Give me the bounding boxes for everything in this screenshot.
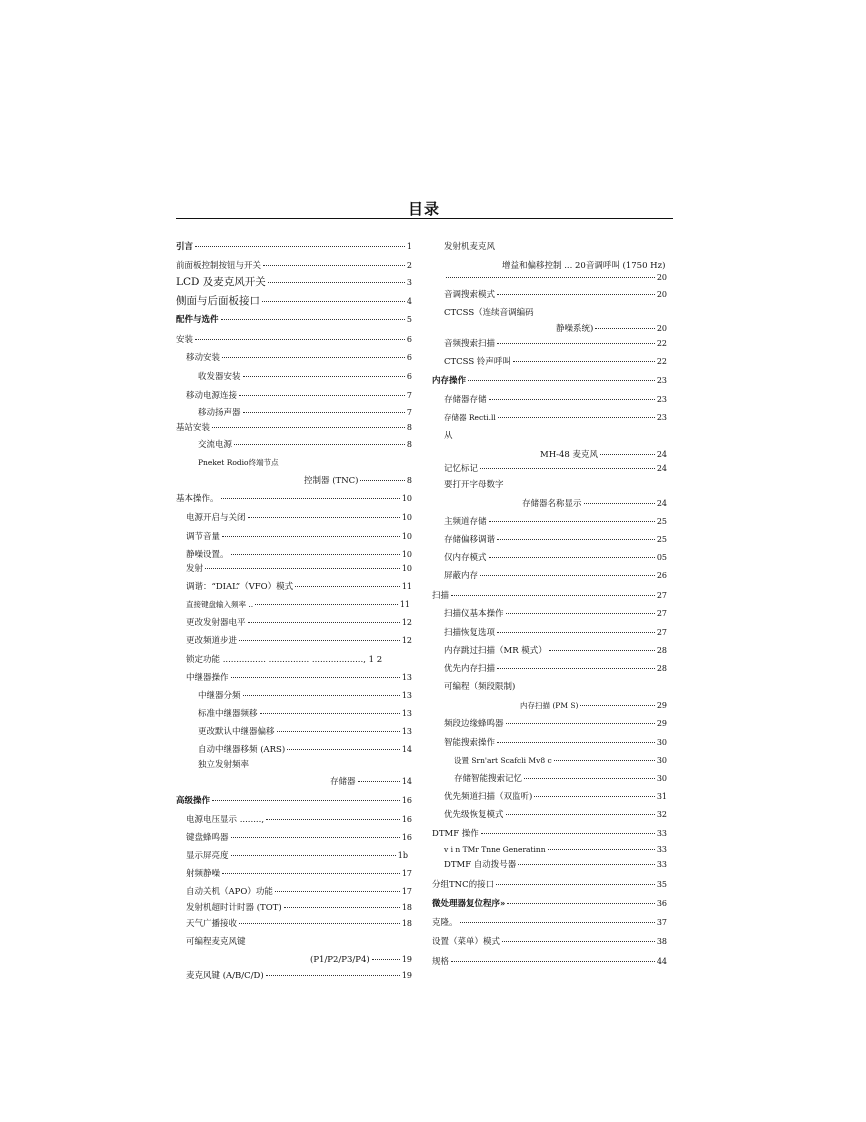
toc-page-number: 23 xyxy=(656,395,667,404)
toc-page-number: 18 xyxy=(401,903,412,912)
toc-entry-label: 存储器名称显示 xyxy=(522,499,582,509)
toc-entry xyxy=(444,306,534,320)
toc-entry-label: 天气广播接收 xyxy=(186,919,238,929)
toc-entry-label: v i n TMr Tnne Generatinn xyxy=(444,845,546,854)
toc-leader-dots xyxy=(489,399,655,400)
toc-page-number: 33 xyxy=(656,860,667,869)
toc-leader-dots xyxy=(480,468,655,469)
toc-entry-label: 中继器操作 xyxy=(186,673,229,683)
toc-page-number: 20 xyxy=(656,273,667,282)
toc-entry xyxy=(444,790,667,804)
toc-leader-dots xyxy=(502,941,655,942)
toc-leader-dots xyxy=(489,521,655,522)
toc-page-number: 11 xyxy=(401,582,412,591)
toc-entry xyxy=(444,240,495,254)
toc-leader-dots xyxy=(480,575,655,576)
toc-page-number: 17 xyxy=(401,869,412,878)
toc-entry-label: DTMF 自动拨号器 xyxy=(444,860,517,870)
toc-leader-dots xyxy=(524,778,655,779)
toc-entry-label: 发射机麦克风 xyxy=(444,242,496,252)
toc-entry-label: 屏蔽内存 xyxy=(444,571,479,581)
toc-page-number: 10 xyxy=(401,550,412,559)
toc-leader-dots xyxy=(497,668,655,669)
toc-entry-label: 静噪设置。 xyxy=(186,550,229,560)
toc-entry-label: 主频道存储 xyxy=(444,517,487,527)
toc-leader-dots xyxy=(451,595,655,596)
toc-entry-label: 发射机超时计时器 (TOT) xyxy=(186,903,282,913)
page-title: 目录 xyxy=(407,200,440,218)
toc-entry-label: 基站安装 xyxy=(176,423,211,433)
toc-entry-label: 频段边缘蜂鸣器 xyxy=(444,719,504,729)
toc-page-number: 16 xyxy=(401,833,412,842)
toc-entry-label: LCD 及麦克风开关 xyxy=(176,276,266,288)
toc-entry xyxy=(556,322,667,336)
toc-entry-label: 智能搜索操作 xyxy=(444,738,496,748)
toc-leader-dots xyxy=(497,294,655,295)
toc-page-number: 13 xyxy=(401,673,412,682)
toc-entry-label: Pneket Rodio终端节点 xyxy=(198,458,279,467)
toc-page-number: 30 xyxy=(656,738,667,747)
toc-leader-dots xyxy=(460,922,655,923)
toc-entry xyxy=(432,878,667,892)
toc-entry-label: 内存跳过扫描（MR 模式） xyxy=(444,646,547,656)
toc-leader-dots xyxy=(534,796,654,797)
toc-entry xyxy=(444,858,667,872)
toc-entry xyxy=(432,374,667,388)
toc-page-number: 13 xyxy=(401,709,412,718)
toc-entry xyxy=(444,337,667,351)
toc-leader-dots xyxy=(451,961,655,962)
toc-entry xyxy=(444,478,504,492)
toc-entry-label: 前面板控制按钮与开关 xyxy=(176,261,262,271)
toc-entry-label: 中继器分频 xyxy=(198,691,241,701)
toc-entry-label: 独立发射频率 xyxy=(198,760,250,770)
toc-page-number: 10 xyxy=(401,494,412,503)
toc-entry xyxy=(444,717,667,731)
toc-entry-label: 存储器 Recti.ll xyxy=(444,413,496,422)
toc-leader-dots xyxy=(548,849,655,850)
toc-leader-dots xyxy=(580,705,654,706)
toc-entry-label: 调谐：“DIAL”（VFO）模式 xyxy=(186,582,294,592)
toc-leader-dots xyxy=(481,833,655,834)
toc-entry-label: 音调搜索模式 xyxy=(444,290,496,300)
toc-entry xyxy=(432,955,667,969)
toc-page-number: 31 xyxy=(656,792,667,801)
toc-entry-label: 引言 xyxy=(176,242,194,252)
toc-entry-label: 移动扬声器 xyxy=(198,408,241,418)
toc-leader-dots xyxy=(513,361,655,362)
toc-entry-label: 音频搜索扫描 xyxy=(444,339,496,349)
toc-entry-label: 可编程（频段限制) xyxy=(444,682,516,692)
toc-entry xyxy=(444,808,667,822)
toc-page-number: 33 xyxy=(656,829,667,838)
toc-page-number: 6 xyxy=(406,372,412,381)
toc-entry-label: 从 xyxy=(444,431,453,441)
toc-entry-label: 扫描仪基本操作 xyxy=(444,609,504,619)
toc-leader-dots xyxy=(446,277,655,278)
toc-page-number: 13 xyxy=(401,727,412,736)
toc-entry-label: 收发器安装 xyxy=(198,372,241,382)
toc-leader-dots xyxy=(595,328,654,329)
toc-entry-label: 静噪系统) xyxy=(556,324,594,334)
toc-page-number: 6 xyxy=(406,335,412,344)
toc-page-number: 35 xyxy=(656,880,667,889)
toc-entry xyxy=(432,827,667,841)
toc-page-number: 38 xyxy=(656,937,667,946)
toc-page-number: 8 xyxy=(406,423,412,432)
toc-entry-label: DTMF 操作 xyxy=(432,829,479,839)
toc-entry-label: 存储器 xyxy=(330,777,356,787)
toc-entry xyxy=(444,515,667,529)
toc-entry xyxy=(444,462,667,476)
toc-page-number: 19 xyxy=(401,955,412,964)
toc-leader-dots xyxy=(498,417,655,418)
toc-page-number: 16 xyxy=(401,815,412,824)
toc-page-number: 25 xyxy=(656,517,667,526)
toc-leader-dots xyxy=(584,503,655,504)
toc-page-number: 19 xyxy=(401,971,412,980)
toc-entry-label: 克隆。 xyxy=(432,918,458,928)
toc-entry-label: 键盘蜂鸣器 xyxy=(186,833,229,843)
toc-page-number: 14 xyxy=(401,777,412,786)
toc-entry xyxy=(444,680,515,694)
toc-entry xyxy=(444,843,667,857)
toc-page-number: 16 xyxy=(401,796,412,805)
toc-page-number: 44 xyxy=(656,957,667,966)
toc-entry-label: 设置（菜单）模式 xyxy=(432,937,501,947)
toc-page-number: 17 xyxy=(401,887,412,896)
toc-entry xyxy=(432,935,667,949)
toc-entry-label: 规格 xyxy=(432,957,450,967)
toc-page-number: 36 xyxy=(656,899,667,908)
toc-entry-label: 调节音量 xyxy=(186,532,221,542)
toc-entry-label: 内存扫描 (PM S) xyxy=(520,701,579,710)
toc-page-number: 11 xyxy=(399,600,410,609)
toc-page-number: 10 xyxy=(401,564,412,573)
toc-page-number: 20 xyxy=(656,290,667,299)
toc-entry-label: 更改发射器电平 xyxy=(186,618,246,628)
toc-leader-dots xyxy=(549,650,655,651)
toc-entry xyxy=(444,662,667,676)
toc-page-number: 37 xyxy=(656,918,667,927)
toc-page-number: 12 xyxy=(401,618,412,627)
toc-entry-label: 移动电源连接 xyxy=(186,391,238,401)
toc-entry xyxy=(444,288,667,302)
toc-entry-label: 显示屏亮度 xyxy=(186,851,229,861)
toc-entry-label: 移动安装 xyxy=(186,353,221,363)
toc-entry-label: 仅内存模式 xyxy=(444,553,487,563)
toc-page-number: 22 xyxy=(656,339,667,348)
toc-entry-label: (P1/P2/P3/P4) xyxy=(310,955,370,965)
toc-entry-label: 高级操作 xyxy=(176,796,211,806)
toc-page-number: 5 xyxy=(406,315,412,324)
toc-entry-label: 麦克风键 (A/B/C/D) xyxy=(186,971,264,981)
toc-page-number: 18 xyxy=(401,919,412,928)
toc-entry-label: 优先级恢复模式 xyxy=(444,810,504,820)
toc-page-number: 8 xyxy=(406,476,412,485)
toc-entry-label: 分组TNC的接口 xyxy=(432,880,495,890)
toc-entry-label: 安装 xyxy=(176,335,194,345)
toc-entry-label: 存储智能搜索记忆 xyxy=(454,774,523,784)
toc-page-number: 7 xyxy=(406,408,412,417)
toc-page-number: 30 xyxy=(656,756,667,765)
toc-page-number: 29 xyxy=(656,701,667,710)
toc-entry-label: 侧面与后面板接口 xyxy=(176,295,260,307)
toc-page-number: 27 xyxy=(656,628,667,637)
toc-entry xyxy=(444,607,667,621)
toc-leader-dots xyxy=(497,742,655,743)
toc-entry-label: 可编程麦克风键 xyxy=(186,937,246,947)
toc-entry xyxy=(444,393,667,407)
toc-page-number: 28 xyxy=(656,646,667,655)
toc-entry xyxy=(444,569,667,583)
toc-leader-dots xyxy=(506,723,655,724)
toc-page-number: 33 xyxy=(656,845,667,854)
toc-page-number: 12 xyxy=(401,636,412,645)
toc-entry-label: 内存操作 xyxy=(432,376,467,386)
toc-page-number: 20 xyxy=(656,324,667,333)
toc-entry-label: 要打开字母数字 xyxy=(444,480,504,490)
toc-page-number: 27 xyxy=(656,609,667,618)
toc-entry-label: 电源电压显示 ........, xyxy=(186,815,265,825)
toc-entry xyxy=(520,699,667,713)
toc-entry-label: 存储偏移调谐 xyxy=(444,535,496,545)
toc-entry-label: 设置 Srn'art Scafcli Mv8 c xyxy=(454,756,552,765)
toc-leader-dots xyxy=(497,632,655,633)
toc-entry-label: 配件与选件 xyxy=(176,315,219,325)
toc-entry-label: 更改频道步进 xyxy=(186,636,238,646)
toc-page-number: 4 xyxy=(406,297,412,306)
toc-entry-label: CTCSS（连续音调编码 xyxy=(444,308,534,318)
toc-entry xyxy=(444,551,667,565)
toc-entry-label: 扫描 xyxy=(432,591,450,601)
toc-page-number: 10 xyxy=(401,513,412,522)
toc-entry xyxy=(444,644,667,658)
toc-entry-label: 锁定功能 ................ ............... ..................., 1 2 xyxy=(186,655,383,665)
toc-page-number: 8 xyxy=(406,440,412,449)
toc-leader-dots xyxy=(506,613,655,614)
toc-leader-dots xyxy=(496,884,655,885)
toc-entry-label: 自动中继器移频 (ARS) xyxy=(198,745,286,755)
toc-entry xyxy=(444,411,667,425)
toc-entry-label: MH-48 麦克风 xyxy=(540,450,599,460)
toc-page-number: 6 xyxy=(406,353,412,362)
toc-entry xyxy=(432,916,667,930)
toc-entry-label: 发射 xyxy=(186,564,204,574)
toc-entry xyxy=(432,589,667,603)
toc-leader-dots xyxy=(554,760,655,761)
toc-entry xyxy=(454,754,667,768)
toc-entry-label: 微处理器复位程序» xyxy=(432,899,506,909)
toc-page-number: 24 xyxy=(656,464,667,473)
toc-page-number: 28 xyxy=(656,664,667,673)
toc-entry xyxy=(444,355,667,369)
toc-entry-label: 优先频道扫描（双监听) xyxy=(444,792,533,802)
toc-leader-dots xyxy=(518,864,655,865)
toc-entry-label: 电源开启与关闭 xyxy=(186,513,246,523)
toc-entry-label: 更改默认中继器偏移 xyxy=(198,727,275,737)
toc-page-number: 22 xyxy=(656,357,667,366)
toc-page-number: 26 xyxy=(656,571,667,580)
toc-entry-label: 增益和偏移控制 ... 20音调呼叫 (1750 Hz) xyxy=(502,261,666,271)
toc-entry xyxy=(444,626,667,640)
toc-entry-label: 优先内存扫描 xyxy=(444,664,496,674)
toc-page-number: 29 xyxy=(656,719,667,728)
toc-page-number: 3 xyxy=(406,278,412,287)
toc-leader-dots xyxy=(507,903,654,904)
toc-page-number: 14 xyxy=(401,745,412,754)
toc-entry-label: 射频静噪 xyxy=(186,869,221,879)
toc-leader-dots xyxy=(600,454,655,455)
toc-entry-label: 存储器存储 xyxy=(444,395,487,405)
toc-page-number: 32 xyxy=(656,810,667,819)
toc-entry xyxy=(522,497,667,511)
toc-page-number: 05 xyxy=(656,553,667,562)
toc-entry-label: 记忆标记 xyxy=(444,464,479,474)
toc-entry-label: 基本操作。 xyxy=(176,494,219,504)
toc-page-number: 1 xyxy=(406,242,412,251)
toc-page-number: 2 xyxy=(406,261,412,270)
toc-page-number: 7 xyxy=(406,391,412,400)
toc-entry-label: 标准中继器频移 xyxy=(198,709,258,719)
toc-entry xyxy=(432,897,667,911)
toc-leader-dots xyxy=(497,343,655,344)
toc-entry xyxy=(444,429,453,443)
toc-page-number: 10 xyxy=(401,532,412,541)
toc-page-number: 25 xyxy=(656,535,667,544)
toc-leader-dots xyxy=(468,380,655,381)
toc-entry-label: 自动关机（APO）功能 xyxy=(186,887,273,897)
toc-page-number: 23 xyxy=(656,376,667,385)
toc-page-number: 27 xyxy=(656,591,667,600)
toc-entry xyxy=(444,736,667,750)
toc-page-number: 24 xyxy=(656,450,667,459)
toc-entry xyxy=(444,271,667,285)
toc-entry-label: 交流电源 xyxy=(198,440,233,450)
toc-entry-label: 直接键盘输入频率 .. xyxy=(186,600,254,609)
toc-page-number: 23 xyxy=(656,413,667,422)
toc-leader-dots xyxy=(506,814,655,815)
toc-page-number: 1b xyxy=(397,851,408,860)
toc-entry-label: 扫描恢复选项 xyxy=(444,628,496,638)
toc-entry-label: CTCSS 铃声呼叫 xyxy=(444,357,511,367)
toc-entry xyxy=(454,772,667,786)
toc-page-number: 13 xyxy=(401,691,412,700)
toc-page-number: 30 xyxy=(656,774,667,783)
toc-leader-dots xyxy=(497,539,655,540)
toc-leader-dots xyxy=(489,557,655,558)
toc-entry-label: 控制器 (TNC) xyxy=(304,476,359,486)
toc-entry xyxy=(444,533,667,547)
toc-page-number: 24 xyxy=(656,499,667,508)
toc-entry xyxy=(540,448,667,462)
